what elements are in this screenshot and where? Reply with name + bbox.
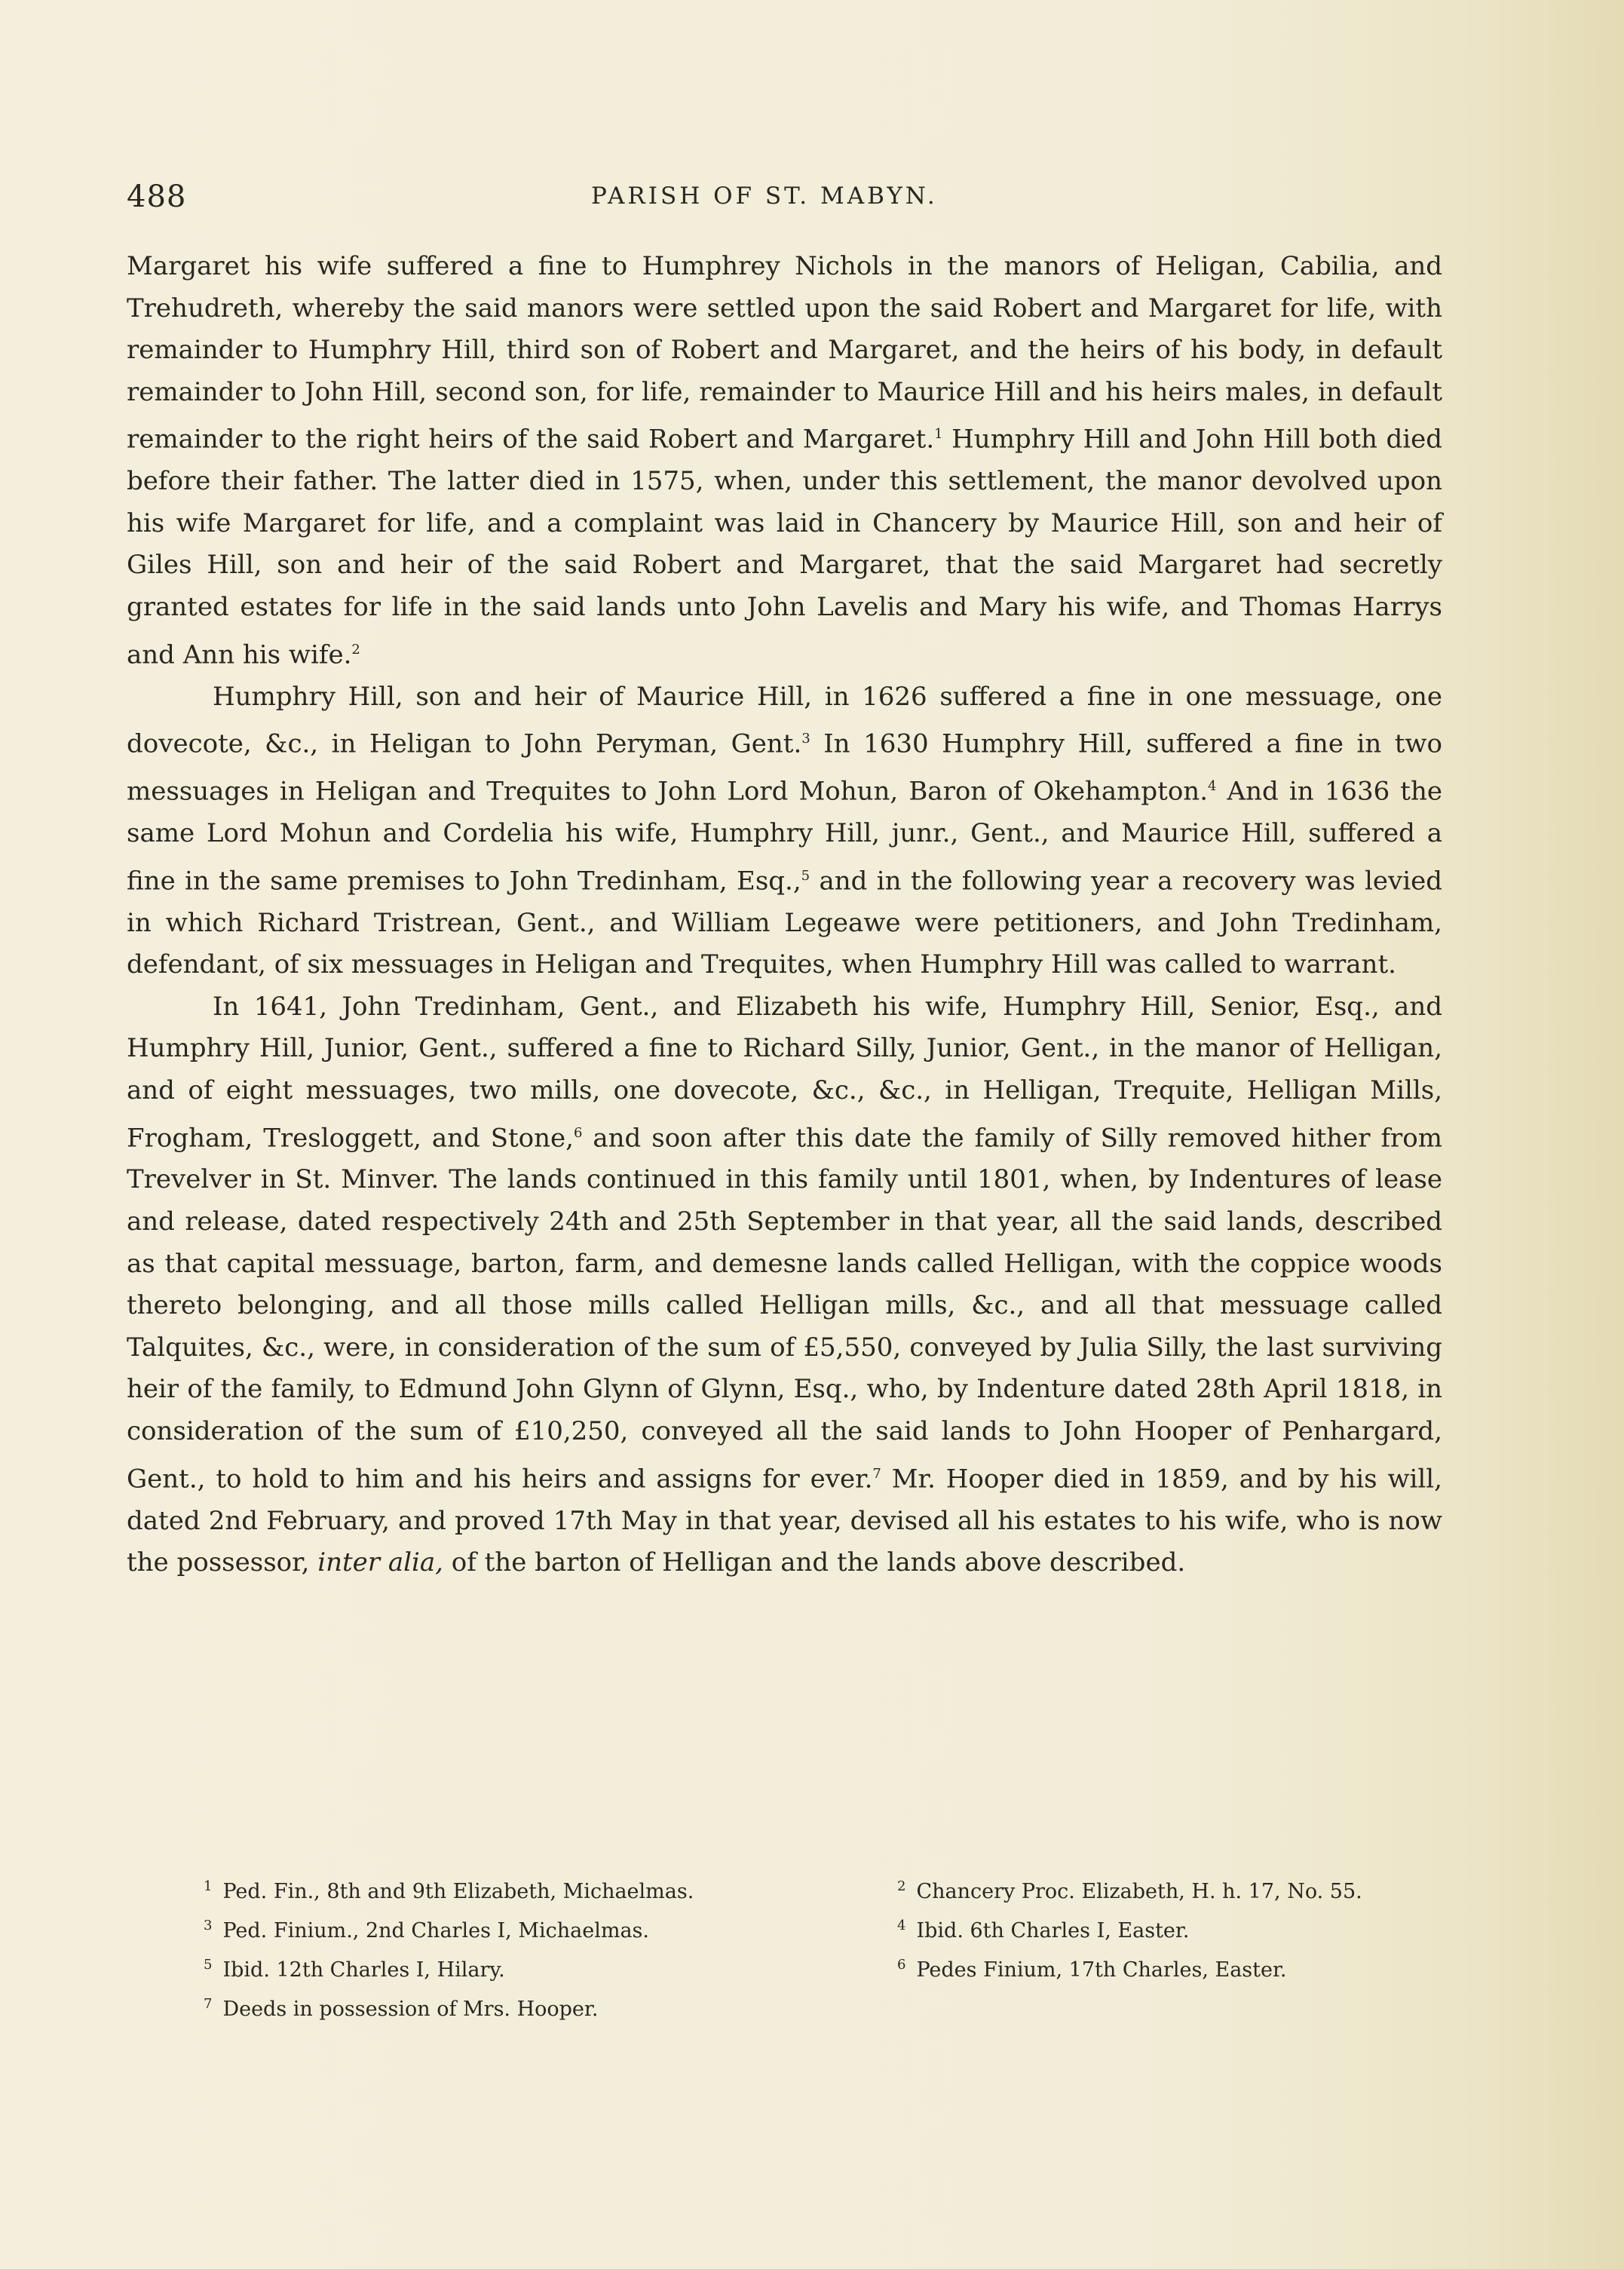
footnote-text: Ibid. 6th Charles I, Easter. — [916, 1919, 1190, 1942]
footnote-number: 2 — [897, 1878, 906, 1894]
footnote — [897, 1909, 1440, 1948]
text-run: and soon after this date the family of Silly removed hither from Trevelver in St. Minver. The lands continued in this family until 1801, when, by Indentures of lease and release, dated respectively 24th and 25th September in that year, all the said lands, described as that capital messuage, barton, farm, and demesne lands called Helligan, with the coppice woods thereto belonging, and all those mills called Helligan mills, &c., and all that messuage called Talquites, &c., were, in consideration of the sum of £5,550, conveyed by Julia Silly, the last surviving heir of the family, to Edmund John Glynn of Glynn, Esq., who, by Indenture dated 28th April 1818, in consideration of the sum of £10,250, conveyed all the said lands to John Hooper of Penhargard, Gent., to hold to him and his heirs and assigns for ever. — [127, 1122, 1443, 1494]
footnote-ref: 7 — [872, 1465, 881, 1482]
footnote-text: Ibid. 12th Charles I, Hilary. — [222, 1958, 505, 1982]
footnote — [204, 1987, 882, 2026]
footnote — [897, 1948, 1440, 1987]
paragraph-2 — [127, 676, 1442, 986]
paragraph-1 — [127, 246, 1442, 676]
page-header — [127, 179, 1442, 217]
text-run: Humphry Hill, son and heir of Maurice Hill, in 1626 suffered a fine in one messuage, one dovecote, &c., in Heligan to John Peryman, Gent. — [127, 681, 1442, 759]
footnote-ref: 6 — [573, 1124, 583, 1141]
footnote-text: Deeds in possession of Mrs. Hooper. — [222, 1998, 599, 2021]
footnote — [897, 1869, 1440, 1909]
footnote-ref: 3 — [801, 731, 810, 747]
footnote-ref: 1 — [934, 426, 943, 443]
footnotes-right-column — [897, 1869, 1440, 1987]
footnote-text: Chancery Proc. Elizabeth, H. h. 17, No. 55. — [916, 1880, 1362, 1903]
footnote-number: 5 — [204, 1957, 213, 1973]
text-run: Humphry Hill and John Hill both died before their father. The latter died in 1575, when, under this settlement, the manor devolved upon his wife Margaret for life, and a complaint was laid in Chancery by Maurice Hill, son and heir of Giles Hill, son and heir of the said Robert and Margaret, that the said Margaret had secretly granted estates for life in the said lands unto John Lavelis and Mary his wife, and Thomas Harrys and Ann his wife. — [127, 424, 1442, 670]
footnote — [204, 1909, 882, 1948]
footnote-number: 7 — [204, 1996, 213, 2012]
footnote-text: Pedes Finium, 17th Charles, Easter. — [916, 1958, 1287, 1982]
body-text — [127, 246, 1442, 1584]
footnote-ref: 5 — [801, 867, 810, 884]
text-run: and in the following year a recovery was levied in which Richard Tristrean, Gent., and William Legeawe were petitioners, and John Tredinham, defendant, of six messuages in Heligan and Trequites, when Humphry Hill was called to warrant. — [127, 865, 1442, 980]
text-run: In 1641, John Tredinham, Gent., and Elizabeth his wife, Humphry Hill, Senior, Esq., and Humphry Hill, Junior, Gent., suffered a fine to Richard Silly, Junior, Gent., in the manor of Helligan, and of eight messuages, two mills, one dovecote, &c., &c., in Helligan, Trequite, Helligan Mills, Frogham, Tresloggett, and Stone, — [127, 991, 1442, 1153]
text-run: Margaret his wife suffered a fine to Humphrey Nichols in the manors of Heligan, Cabilia, and Trehudreth, whereby the said manors were settled upon the said Robert and Margaret for life, with remainder to Humphry Hill, third son of Robert and Margaret, and the heirs of his body, in default remainder to John Hill, second son, for life, remainder to Maurice Hill and his heirs males, in default remainder to the right heirs of the said Robert and Margaret. — [127, 251, 1442, 455]
footnote-text: Ped. Fin., 8th and 9th Elizabeth, Michaelmas. — [222, 1880, 694, 1903]
footnote-number: 4 — [897, 1918, 906, 1933]
page-number: 488 — [127, 179, 187, 214]
footnote — [204, 1869, 882, 1909]
footnote-text: Ped. Finium., 2nd Charles I, Michaelmas. — [222, 1919, 649, 1942]
footnote — [204, 1948, 882, 1987]
footnote-number: 3 — [204, 1918, 213, 1933]
text-run: Mr. Hooper died in 1859, and by his will, dated 2nd February, and proved 17th May in that year, devised all his estates to his wife, who is now the possessor, — [127, 1463, 1442, 1578]
text-run: And in 1636 the same Lord Mohun and Cordelia his wife, Humphry Hill, junr., Gent., and Maurice Hill, suffered a fine in the same premises to John Tredinham, Esq., — [127, 776, 1442, 896]
footnote-ref: 4 — [1208, 778, 1217, 795]
footnote-ref: 2 — [351, 641, 360, 658]
running-title: PARISH OF ST. MABYN. — [591, 182, 938, 210]
text-run: In 1630 Humphry Hill, suffered a fine in two messuages in Heligan and Trequites to John Lord Mohun, Baron of Okehampton. — [127, 728, 1442, 807]
italic-text: inter alia, — [317, 1547, 443, 1578]
footnote-number: 1 — [204, 1878, 213, 1894]
footnotes-left-column — [204, 1869, 882, 2026]
footnote-number: 6 — [897, 1957, 906, 1973]
text-run: of the barton of Helligan and the lands above described. — [443, 1547, 1186, 1578]
paragraph-3 — [127, 986, 1442, 1584]
